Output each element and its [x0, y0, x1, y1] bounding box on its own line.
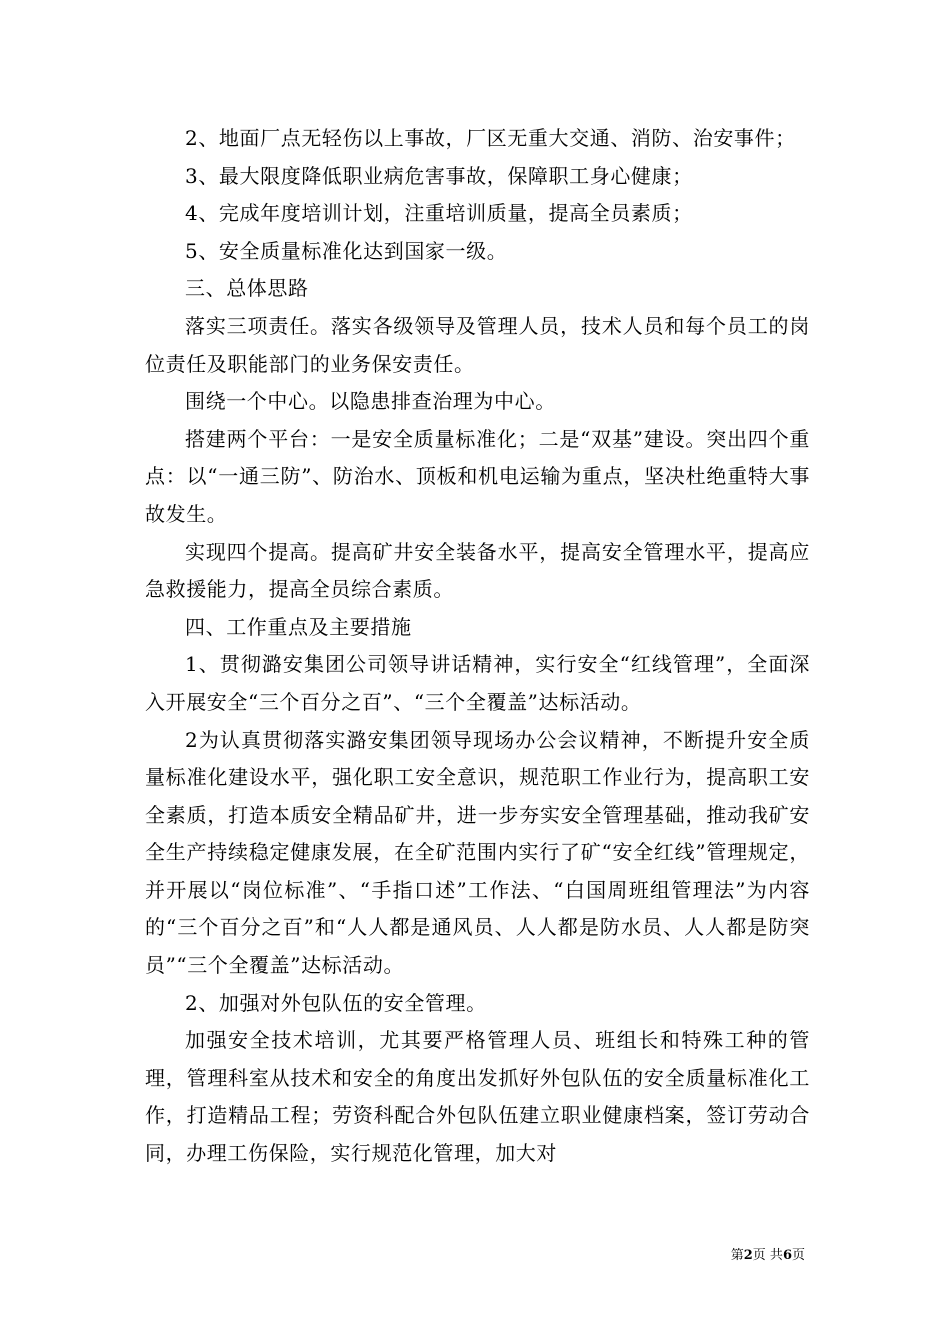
total-pages-number: 6: [782, 1248, 792, 1263]
footer-prefix: 第: [730, 1248, 744, 1263]
paragraph-goal-3: 3、最大限度降低职业病危害事故，保障职工身心健康；: [185, 163, 693, 188]
paragraph-goal-4: 4、完成年度培训计划，注重培训质量，提高全员素质；: [185, 201, 693, 226]
paragraph-measure-1: 1、贯彻潞安集团公司领导讲话精神，实行安全“红线管理”，全面深入开展安全“三个百分之百”、“三个全覆盖”达标活动。: [145, 652, 810, 714]
section-heading-key-work: 四、工作重点及主要措施: [185, 614, 412, 639]
paragraph-goal-5: 5、安全质量标准化达到国家一级。: [185, 238, 508, 263]
document-body: [145, 120, 810, 1173]
paragraph-four-improvements: 实现四个提高。提高矿井安全装备水平，提高安全管理水平，提高应急救援能力，提高全员综合素质。: [145, 539, 810, 602]
paragraph-measure-1-detail: 2为认真贯彻落实潞安集团领导现场办公会议精神，不断提升安全质量标准化建设水平，强化职工安全意识，规范职工作业行为，提高职工安全素质，打造本质安全精品矿井，进一步夯实安全管理基础，推动我矿安全生产持续稳定健康发展，在全矿范围内实行了矿“安全红线”管理规定，并开展以“岗位标准”、“手指口述”工作法、“白国周班组管理法”为内容的“三个百分之百”和“人人都是通风员、人人都是防水员、人人都是防突员”“三个全覆盖”达标活动。: [145, 727, 810, 978]
paragraph-goal-2: 2、地面厂点无轻伤以上事故，厂区无重大交通、消防、治安事件；: [185, 126, 796, 150]
section-heading-overall-approach: 三、总体思路: [185, 276, 309, 301]
paragraph-measure-2: 2、加强对外包队伍的安全管理。: [185, 990, 487, 1015]
paragraph-measure-2-detail: 加强安全技术培训，尤其要严格管理人员、班组长和特殊工种的管理，管理科室从技术和安全的角度出发抓好外包队伍的安全质量标准化工作，打造精品工程；劳资科配合外包队伍建立职业健康档案，签订劳动合同，办理工伤保险，实行规范化管理，加大对: [145, 1028, 810, 1166]
paragraph-two-platforms: 搭建两个平台：一是安全质量标准化；二是“双基”建设。突出四个重点：以“一通三防”、防治水、顶板和机电运输为重点，坚决杜绝重特大事故发生。: [145, 426, 810, 526]
current-page-number: 2: [743, 1248, 753, 1263]
footer-middle: 页 共: [752, 1248, 783, 1263]
footer-suffix: 页: [791, 1248, 805, 1263]
paragraph-three-responsibilities: 落实三项责任。落实各级领导及管理人员，技术人员和每个员工的岗位责任及职能部门的业务保安责任。: [145, 313, 810, 376]
paragraph-one-center: 围绕一个中心。以隐患排查治理为中心。: [185, 389, 556, 414]
page-number-footer: [731, 1248, 805, 1264]
